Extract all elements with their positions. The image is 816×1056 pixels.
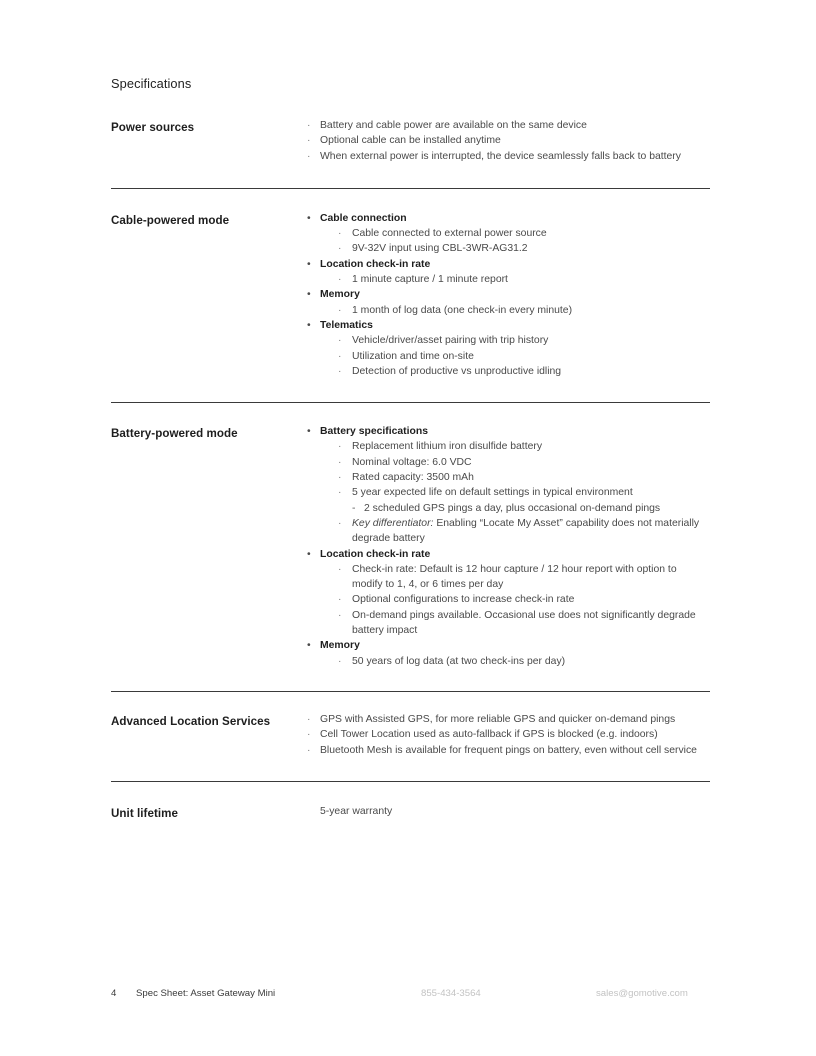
spec-row-content (307, 118, 710, 164)
bullet-dot-icon: · (338, 563, 342, 575)
bullet-dot-icon: • (307, 212, 311, 224)
list-item-text: Replacement lithium iron disulfide battery (352, 441, 543, 453)
bullet-dot-icon: • (307, 426, 311, 438)
group-title: Memory (320, 289, 360, 301)
list-item-text: 5 year expected life on default settings in typical environment (352, 487, 633, 499)
list-item (338, 241, 710, 256)
list-item-text: GPS with Assisted GPS, for more reliable GPS and quicker on-demand pings (320, 713, 676, 725)
bullet-dot-icon: • (307, 640, 311, 652)
bullet-dot-icon: · (338, 517, 342, 529)
spec-row-content (307, 211, 710, 379)
footer-email[interactable]: sales@gomotive.com (596, 988, 688, 999)
bullet-dot-icon: · (338, 655, 342, 667)
group-title: Cable connection (320, 212, 407, 224)
group-title: Location check-in rate (320, 258, 431, 270)
bullet-dot-icon: · (307, 150, 311, 162)
bullet-dot-icon: · (307, 713, 311, 725)
bullet-dash-icon: - (352, 502, 356, 514)
list-item-text: When external power is interrupted, the device seamlessly falls back to battery (320, 150, 681, 162)
list-item (307, 743, 710, 758)
list-item-group (307, 547, 710, 639)
specifications-table (111, 118, 710, 845)
list-item-text: Detection of productive vs unproductive idling (352, 365, 562, 377)
sub-sub-bullet-list (338, 501, 710, 516)
bullet-dot-icon: · (307, 135, 311, 147)
list-item-group (307, 638, 710, 669)
spec-row-power-sources (111, 118, 710, 164)
list-item (338, 272, 710, 287)
bullet-dot-icon: · (338, 304, 342, 316)
list-item-text: 2 scheduled GPS pings a day, plus occasional on-demand pings (364, 502, 661, 514)
bullet-dot-icon: · (307, 729, 311, 741)
group-title: Battery specifications (320, 426, 428, 438)
bullet-dot-icon: · (338, 365, 342, 377)
bullet-dot-icon: · (338, 274, 342, 286)
spec-row-label: Cable-powered mode (111, 213, 230, 227)
bullet-dot-icon: • (307, 289, 311, 301)
list-item-text: 50 years of log data (at two check-ins per day) (352, 655, 566, 667)
list-item-text: Vehicle/driver/asset pairing with trip history (352, 335, 549, 347)
bullet-dot-icon: · (338, 456, 342, 468)
list-item-group (307, 257, 710, 288)
group-title: Telematics (320, 319, 373, 331)
list-item-text: On-demand pings available. Occasional use does not significantly degrade battery impact (352, 609, 696, 637)
spec-value: 5-year warranty (320, 805, 393, 817)
list-item-text: 9V-32V input using CBL-3WR-AG31.2 (352, 243, 528, 255)
spec-row-cable-powered-mode (111, 211, 710, 379)
spec-row-content (307, 712, 710, 758)
bullet-dot-icon: · (338, 609, 342, 621)
list-item-text: Bluetooth Mesh is available for frequent pings on battery, even without cell service (320, 744, 697, 756)
bullet-dot-icon: · (338, 472, 342, 484)
sub-bullet-list (320, 226, 710, 257)
list-item (338, 654, 710, 669)
page-title: Specifications (111, 76, 192, 91)
bullet-dot-icon: · (338, 335, 342, 347)
sub-bullet-list (320, 562, 710, 638)
bullet-dot-icon: • (307, 319, 311, 331)
bullet-list (307, 712, 710, 758)
list-item-group (307, 211, 710, 257)
list-item (338, 349, 710, 364)
list-item-emphasis (338, 516, 710, 547)
list-item-text: Optional configurations to increase check-in rate (352, 594, 575, 606)
sub-bullet-list (320, 333, 710, 379)
list-item-group (307, 318, 710, 379)
spec-row-label: Unit lifetime (111, 806, 178, 820)
list-item (338, 439, 710, 454)
spec-row-content (307, 424, 710, 669)
bullet-dot-icon: · (307, 744, 311, 756)
list-item (352, 501, 710, 516)
list-item (307, 149, 710, 164)
list-item-text: Utilization and time on-site (352, 350, 474, 362)
bullet-list (307, 118, 710, 164)
list-item-group (307, 424, 710, 546)
bullet-dot-icon: · (338, 594, 342, 606)
sub-bullet-list (320, 654, 710, 669)
list-item-text: Check-in rate: Default is 12 hour capture / 12 hour report with option to modify to 1, 4, or 6 times per day (352, 563, 677, 591)
list-item-text: Rated capacity: 3500 mAh (352, 472, 474, 484)
list-item (338, 455, 710, 470)
bullet-dot-icon: • (307, 258, 311, 270)
list-item (307, 712, 710, 727)
bullet-dot-icon: · (338, 350, 342, 362)
group-title: Location check-in rate (320, 548, 431, 560)
emphasis-lead: Key differentiator: (352, 517, 434, 529)
list-item (338, 592, 710, 607)
section-divider (111, 781, 710, 782)
bullet-dot-icon: · (338, 487, 342, 499)
sub-bullet-list (320, 439, 710, 546)
page-footer (111, 988, 710, 1004)
list-item (338, 333, 710, 348)
section-divider (111, 691, 710, 692)
spec-row-advanced-location-services (111, 712, 710, 758)
list-item (338, 303, 710, 318)
list-item-text: Cell Tower Location used as auto-fallback if GPS is blocked (e.g. indoors) (320, 729, 658, 741)
bullet-dot-icon: • (307, 548, 311, 560)
footer-page-number: 4 (111, 988, 117, 999)
list-item (338, 364, 710, 379)
bullet-dot-icon: · (338, 228, 342, 240)
footer-document-title: Spec Sheet: Asset Gateway Mini (136, 988, 276, 999)
spec-row-battery-powered-mode (111, 424, 710, 669)
list-item-text: 1 minute capture / 1 minute report (352, 274, 508, 286)
list-item-text: Battery and cable power are available on the same device (320, 120, 587, 131)
list-item-text: Cable connected to external power source (352, 228, 547, 240)
bullet-list (307, 424, 710, 669)
group-title: Memory (320, 640, 360, 652)
list-item-text: 1 month of log data (one check-in every minute) (352, 304, 573, 316)
emphasis-rest: Enabling “Locate My Asset” capability does not materially degrade battery (352, 517, 700, 545)
sub-bullet-list (320, 303, 710, 318)
bullet-dot-icon: · (307, 120, 311, 131)
list-item-group (307, 287, 710, 318)
bullet-dot-icon: · (338, 441, 342, 453)
list-item (307, 727, 710, 742)
list-item (338, 226, 710, 241)
spec-row-unit-lifetime (111, 804, 710, 823)
spec-row-label: Power sources (111, 121, 195, 134)
list-item-text: Nominal voltage: 6.0 VDC (352, 456, 472, 468)
bullet-dot-icon: · (338, 243, 342, 255)
list-item (307, 133, 710, 148)
list-item (338, 562, 710, 593)
list-item (338, 608, 710, 639)
sub-bullet-list (320, 272, 710, 287)
list-item (338, 470, 710, 485)
section-divider (111, 402, 710, 403)
bullet-list (307, 211, 710, 379)
section-divider (111, 188, 710, 189)
footer-phone[interactable]: 855-434-3564 (421, 988, 481, 999)
spec-row-label: Battery-powered mode (111, 427, 238, 441)
list-item (307, 118, 710, 133)
list-item (338, 485, 710, 500)
spec-row-content (307, 804, 710, 819)
list-item-text: Optional cable can be installed anytime (320, 135, 501, 147)
spec-row-label: Advanced Location Services (111, 714, 271, 728)
